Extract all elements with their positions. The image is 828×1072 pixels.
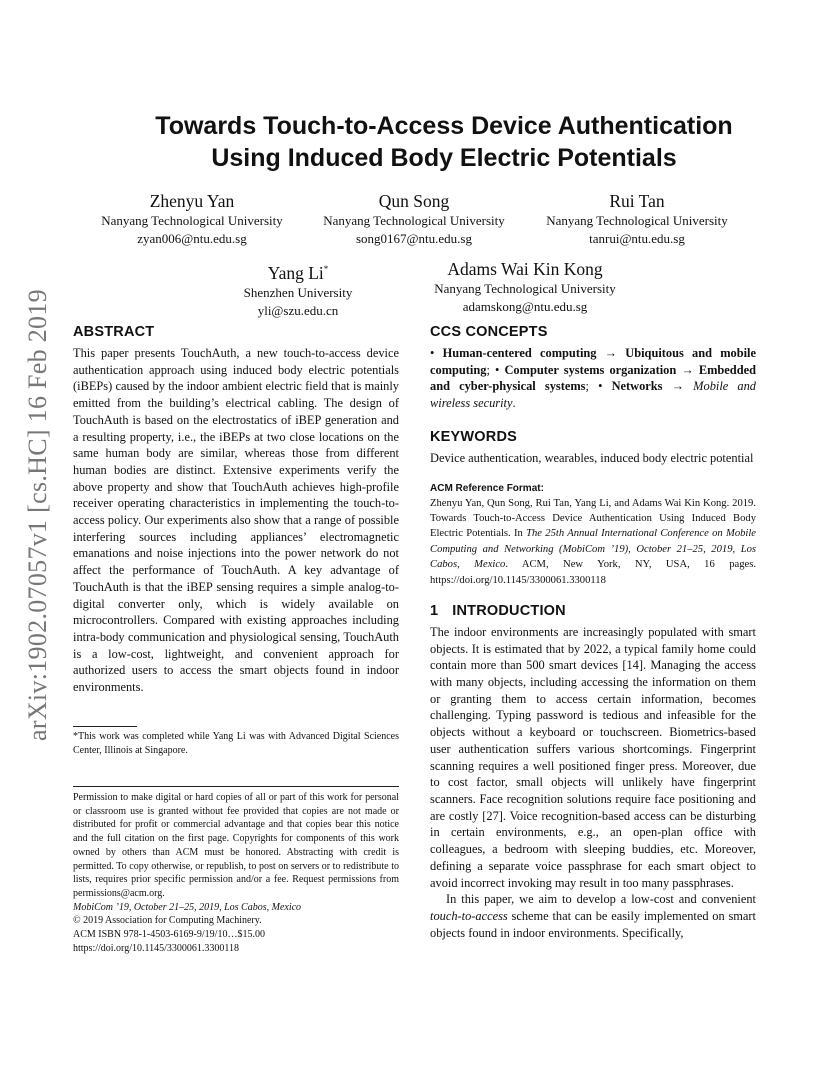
- author-block: [304, 190, 524, 248]
- author-name: Zhenyu Yan: [149, 191, 235, 211]
- permission-text: Permission to make digital or hard copies of all or part of this work for personal or classroom use is granted without fee provided that copies are not made or distributed for profit or commercial advantage and that copies bear this notice and the full citation on the first page. Copyrights for components of this work owned by others than ACM must be honored. Abstracting with credit is permitted. To copy otherwise, or republish, to post on servers or to redistribute to lists, requires prior specific permission and/or a fee. Request permissions from permissions@acm.org.: [73, 792, 399, 899]
- abstract-section: [73, 323, 399, 696]
- abstract-heading: ABSTRACT: [73, 324, 155, 340]
- author-email: adamskong@ntu.edu.sg: [462, 299, 588, 314]
- author-block: [82, 190, 302, 248]
- copyright-text: © 2019 Association for Computing Machinery.: [73, 915, 262, 927]
- author-block: [527, 190, 747, 248]
- intro-heading: 1 INTRODUCTION: [430, 602, 566, 619]
- author-name: Qun Song: [378, 191, 450, 211]
- paper-title: [60, 110, 828, 174]
- permission-rule: [73, 786, 399, 787]
- footnote-rule: [73, 726, 137, 727]
- author-affiliation: Nanyang Technological University: [323, 213, 505, 228]
- author-affiliation: Nanyang Technological University: [434, 281, 616, 296]
- title-line-1: Towards Touch-to-Access Device Authentication: [155, 112, 733, 140]
- author-block: [188, 258, 408, 320]
- author-affiliation: Nanyang Technological University: [546, 213, 728, 228]
- reference-heading: ACM Reference Format:: [430, 482, 544, 494]
- ccs-text: • Human-centered computing → Ubiquitous and mobile computing; • Computer systems organization → Embedded and cyber-physical systems; • Networks → Mobile and wireless security.: [430, 346, 756, 411]
- right-column: [430, 323, 756, 941]
- author-email: tanrui@ntu.edu.sg: [589, 231, 685, 246]
- author-email: yli@szu.edu.cn: [257, 302, 339, 318]
- reference-text: Zhenyu Yan, Qun Song, Rui Tan, Yang Li, and Adams Wai Kin Kong. 2019. Towards Touch-to-Access Device Authentication Using Induced Body Electric Potentials. In The 25th Annual International Conference on Mobile Computing and Networking (MobiCom ’19), October 21–25, 2019, Los Cabos, Mexico. ACM, New York, NY, USA, 16 pages. https://doi.org/10.1145/3300061.3300118: [430, 497, 756, 586]
- footnote-text: *This work was completed while Yang Li was with Advanced Digital Sciences Center, Illinois at Singapore.: [73, 731, 399, 756]
- abstract-text: This paper presents TouchAuth, a new touch-to-access device authentication approach using induced body electric potentials (iBEPs) caused by the indoor ambient electric field that is mainly emitted from the building’s electrical cabling. The design of TouchAuth is based on the electrostatics of iBEP generation and a resulting property, i.e., the iBEPs at two close locations on the same human body are similar, whereas those from different human bodies are distinct. Extensive experiments verify the above property and show that TouchAuth achieves high-profile receiver operating characteristics in implementing the touch-to-access policy. Our experiments also show that a range of possible interfering sources including appliances’ electromagnetic emanations and noise injections into the power network do not affect the performance of TouchAuth. A key advantage of TouchAuth is that the iBEP sensing requires a simple analog-to-digital converter only, which is widely available on microcontrollers. Compared with existing approaches including intra-body communication and physiological sensing, TouchAuth is a low-cost, lightweight, and convenient approach for authorized users to access the smart objects found in indoor environments.: [73, 346, 399, 695]
- arxiv-stamp: [20, 270, 56, 760]
- keywords-text: Device authentication, wearables, induced body electric potential: [430, 450, 754, 465]
- footnote: [73, 730, 399, 757]
- author-email: zyan006@ntu.edu.sg: [137, 231, 247, 246]
- doi-text: https://doi.org/10.1145/3300061.3300118: [73, 942, 240, 954]
- keywords-heading: KEYWORDS: [430, 428, 517, 445]
- venue-text: MobiCom ’19, October 21–25, 2019, Los Cabos, Mexico: [73, 901, 302, 913]
- arxiv-stamp-text: arXiv:1902.07057v1 [cs.HC] 16 Feb 2019: [23, 289, 53, 741]
- permission-block: [73, 791, 399, 955]
- ccs-heading: CCS CONCEPTS: [430, 324, 548, 340]
- title-line-2: Using Induced Body Electric Potentials: [211, 144, 677, 172]
- author-email: song0167@ntu.edu.sg: [356, 231, 472, 246]
- intro-paragraph-1: The indoor environments are increasingly populated with smart objects. It is estimated that by 2022, a typical family home could contain more than 500 smart devices [14]. Managing the access with many objects, including accessing the information on them or granting them to access certain information, becomes challenging. Typing password is tedious and infeasible for the objects without a keyboard or touchscreen. Biometrics-based user authentication suffers various shortcomings. Fingerprint scanning requires a well positioned finger press. Moreover, due to cost factor, small objects will unlikely have fingerprint scanners. Face recognition solutions require face positioning and are costly [27]. Voice recognition-based access can be disturbing in certain environments, e.g., an open-plan office with colleagues, a bedroom with sleeping buddies, etc. Moreover, defining a separate voice passphrase for each smart object to avoid incorrect invoking may result in too many passphrases.: [430, 624, 756, 890]
- intro-paragraph-2: In this paper, we aim to develop a low-cost and convenient touch-to-access scheme that can be easily implemented on smart objects found in indoor environments. Specifically,: [430, 892, 756, 940]
- author-name: Yang Li*: [267, 262, 329, 283]
- author-affiliation: Shenzhen University: [243, 284, 353, 300]
- author-affiliation: Nanyang Technological University: [101, 213, 283, 228]
- author-name: Rui Tan: [609, 191, 665, 211]
- author-block: [415, 258, 635, 316]
- author-name: Adams Wai Kin Kong: [447, 259, 603, 279]
- isbn-text: ACM ISBN 978-1-4503-6169-9/19/10…$15.00: [73, 929, 265, 941]
